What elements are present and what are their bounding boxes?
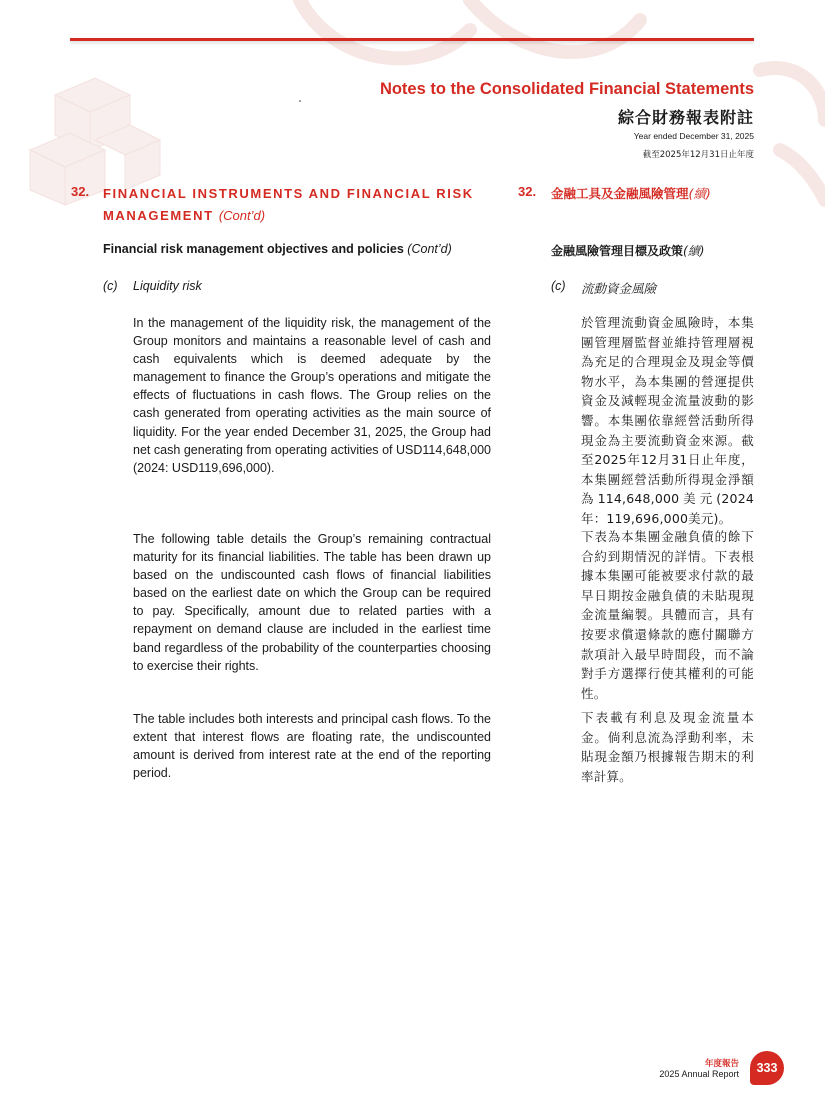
page-title-zh: 綜合財務報表附註 [617,108,754,127]
section-title [103,183,493,227]
subsection-title-zh-text: 金融風險管理目標及政策 [551,244,684,258]
top-rule [70,38,754,41]
page-title: Notes to the Consolidated Financial Statements [379,80,754,98]
subsection-contd: (Cont’d) [407,242,452,256]
section-title-zh-text: 金融工具及金融風險管理 [551,186,689,201]
period-label: Year ended December 31, 2025 [633,131,754,141]
subsection-title-zh [551,242,704,259]
paragraph-zh-3: 下表載有利息及現金流量本金。倘利息流為浮動利率，未貼現金額乃根據報告期末的利率計算。 [581,710,754,784]
paragraph-zh-1: 於管理流動資金風險時，本集團管理層監督並維持管理層視為充足的合理現金及現金等價物水平，為本集團的營運提供資金及減輕現金流量波動的影響。本集團依靠經營活動所得現金為主要流動資金來源。截至2025年12月31日止年度，本集團經營活動所得現金淨額為114,648,000美元(2024年：119,696,000美元)。 [581,315,754,526]
item-label-zh: (c) [551,279,566,293]
subsection-title [103,242,452,256]
section-contd: (Cont’d) [218,208,266,223]
paragraph-en-2: The following table details the Group’s remaining contractual maturity for its financial liabilities. The table has been drawn up based on the undiscounted cash flows of financial liabilities based on the earliest date on which the Group can be required to pay. Specifically, amount due to related parties with a repayment on demand clause are included in the earliest time band regardless of the probability of the counterparties choosing to exercise their rights. [133,532,491,673]
section-title-text: FINANCIAL INSTRUMENTS AND FINANCIAL RISK MANAGEMENT [103,186,474,223]
item-label: (c) [103,279,118,293]
paragraph-zh-2: 下表為本集團金融負債的餘下合約到期情況的詳情。下表根據本集團可能被要求付款的最早日期按金融負債的未貼現現金流量編製。具體而言，具有按要求償還條款的應付關聯方款項計入最早時間段，而不論對手方選擇行使其權利的可能性。 [581,529,754,701]
footer-report-zh: 年度報告 [704,1059,739,1069]
paragraph-en-1: In the management of the liquidity risk, the management of the Group monitors and maintains a reasonable level of cash and cash equivalents which is deemed adequate by the management to finance the Group’s operations and mitigate the effects of fluctuations in cash flows. The Group relies on the cash generated from operating activities as the main source of liquidity. For the year ended December 31, 2025, the Group had net cash generating from operating activities of USD114,648,000 (2024: USD119,696,000). [133,316,491,475]
section-title-zh [551,184,711,202]
footer-report-en: 2025 Annual Report [659,1069,739,1079]
paragraph-en-3: The table includes both interests and principal cash flows. To the extent that interest flows are floating rate, the undiscounted amount is derived from interest rate at the end of the reporting period. [133,712,491,781]
period-label-zh: 截至2025年12月31日止年度 [642,150,754,160]
section-number: 32. [71,184,90,199]
subsection-contd-zh: (續) [683,244,705,258]
subsection-title-text: Financial risk management objectives and policies [103,242,404,256]
section-number-zh: 32. [518,184,537,199]
page-number-badge: 333 [750,1051,784,1085]
item-title-zh: 流動資金風險 [581,281,657,296]
item-title: Liquidity risk [133,279,202,293]
section-contd-zh: (續) [688,186,711,201]
